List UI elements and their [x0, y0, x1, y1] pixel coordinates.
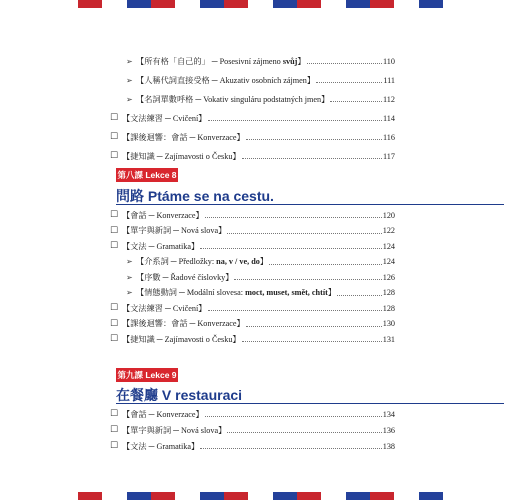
checkbox-icon: ☐	[110, 425, 119, 435]
page-number: 122	[382, 226, 395, 235]
page-number: 124	[382, 257, 395, 266]
toc-entry	[126, 92, 395, 106]
toc-entry-title: 【所有格「自己的」 ─ Posesivní zájmeno svůj】	[136, 56, 306, 66]
dot-leader	[269, 263, 382, 265]
toc-entry-title: 【會話 ─ Konverzace】	[122, 409, 204, 419]
toc-entry	[110, 317, 395, 331]
toc-entry-title: 【文法 ─ Gramatika】	[122, 441, 200, 451]
checkbox-icon: ☐	[110, 409, 119, 419]
toc-entry-title: 【捷知識 ─ Zajímavosti o Česku】	[122, 151, 241, 161]
lesson8-title: 問路 Ptáme se na cestu.	[116, 188, 274, 204]
page-number: 114	[383, 113, 395, 123]
toc-entry-title: 【文法練習 ─ Cvičení】	[122, 113, 207, 123]
toc-entry-title: 【情態動詞 ─ Modální slovesa: moct, muset, smět, chtít】	[136, 288, 337, 297]
toc-entry-title: 【課後迴響：會話 ─ Konverzace】	[122, 319, 245, 328]
page-number: 112	[383, 94, 395, 104]
page-number: 131	[382, 334, 395, 344]
dot-leader	[205, 216, 382, 218]
dot-leader	[307, 62, 382, 64]
toc-entry	[126, 255, 395, 269]
dot-leader	[330, 100, 382, 102]
arrow-icon: ➢	[126, 257, 133, 266]
toc-entry	[126, 54, 395, 68]
checkbox-icon: ☐	[110, 210, 119, 220]
dot-leader	[242, 340, 382, 342]
page-number: 117	[383, 151, 395, 161]
toc-entry	[110, 407, 395, 421]
dot-leader	[337, 294, 382, 296]
checkbox-icon: ☐	[110, 225, 119, 236]
toc-entry	[110, 149, 395, 163]
lesson9-badge: 第九課 Lekce 9	[117, 370, 177, 380]
toc-entry-title: 【人稱代詞直接受格 ─ Akuzativ osobních zájmen】	[136, 75, 316, 85]
page-number: 120	[382, 210, 395, 220]
lesson9-title: 在餐廳 V restauraci	[116, 387, 243, 403]
page-number: 136	[382, 425, 395, 435]
arrow-icon: ➢	[126, 56, 133, 66]
lesson8-badge: 第八課 Lekce 8	[117, 170, 177, 180]
page-number: 124	[382, 241, 395, 251]
toc-entry-title: 【介系詞 ─ Předložky: na, v / ve, do】	[136, 257, 269, 266]
toc-entry	[110, 301, 395, 315]
page-number: 110	[383, 56, 395, 66]
checkbox-icon: ☐	[110, 241, 119, 251]
checkbox-icon: ☐	[110, 318, 119, 329]
dot-leader	[227, 431, 381, 433]
toc-entry	[110, 439, 395, 453]
page-number: 126	[382, 272, 395, 282]
toc-entry-title: 【文法 ─ Gramatika】	[122, 241, 200, 251]
checkbox-icon: ☐	[110, 303, 119, 313]
page-number: 138	[382, 441, 395, 451]
toc-entry	[126, 286, 395, 300]
toc-entry-title: 【課後迴響：會話 ─ Konverzace】	[122, 132, 245, 142]
dot-leader	[200, 447, 382, 449]
toc-entry	[110, 423, 395, 437]
arrow-icon: ➢	[126, 94, 133, 104]
toc-entry-title: 【文法練習 ─ Cvičení】	[122, 303, 207, 313]
dot-leader	[246, 138, 382, 140]
dot-leader	[316, 81, 382, 83]
lesson8-divider	[116, 204, 504, 205]
toc-entry	[110, 224, 395, 238]
toc-entry	[126, 73, 395, 87]
dot-leader	[234, 278, 381, 280]
bottom-flag-stripe	[78, 492, 443, 500]
dot-leader	[208, 309, 382, 311]
arrow-icon: ➢	[126, 75, 133, 85]
page-number: 134	[382, 409, 395, 419]
dot-leader	[242, 157, 382, 159]
checkbox-icon: ☐	[110, 151, 119, 161]
arrow-icon: ➢	[126, 272, 133, 282]
page-number: 128	[382, 303, 395, 313]
checkbox-icon: ☐	[110, 441, 119, 451]
toc-entry-title: 【名詞單數呼格 ─ Vokativ singuláru podstatných jmen】	[136, 94, 330, 104]
page-number: 111	[383, 75, 395, 85]
toc-entry	[110, 332, 395, 346]
checkbox-icon: ☐	[110, 334, 119, 344]
dot-leader	[205, 415, 382, 417]
toc-entry	[126, 270, 395, 284]
top-flag-stripe	[78, 0, 443, 8]
page-number: 128	[382, 288, 395, 297]
toc-entry	[110, 208, 395, 222]
toc-entry-title: 【序數 ─ Řadové číslovky】	[136, 272, 234, 282]
toc-entry-title: 【單字與新詞 ─ Nová slova】	[122, 226, 227, 235]
dot-leader	[208, 119, 383, 121]
checkbox-icon: ☐	[110, 132, 119, 142]
arrow-icon: ➢	[126, 288, 133, 297]
page-number: 116	[383, 132, 395, 142]
toc-entry	[110, 111, 395, 125]
toc-entry	[110, 239, 395, 253]
toc-entry-title: 【捷知識 ─ Zajímavosti o Česku】	[122, 334, 241, 344]
page-number: 130	[382, 319, 395, 328]
toc-entry	[110, 130, 395, 144]
dot-leader	[200, 247, 382, 249]
checkbox-icon: ☐	[110, 113, 119, 123]
dot-leader	[246, 325, 382, 327]
lesson9-divider	[116, 403, 504, 404]
toc-entry-title: 【單字與新詞 ─ Nová slova】	[122, 425, 227, 435]
toc-entry-title: 【會話 ─ Konverzace】	[122, 210, 204, 220]
dot-leader	[227, 232, 381, 234]
